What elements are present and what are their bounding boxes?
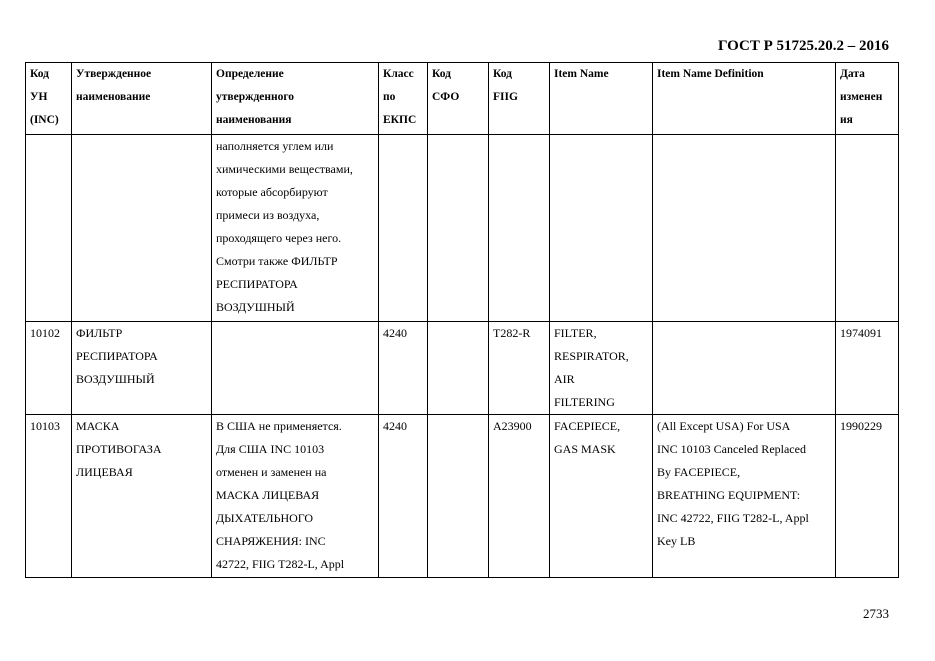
cell-sfo xyxy=(428,322,489,415)
header-fiig-code: Код FIIG xyxy=(489,63,550,135)
header-sfo-code: Код СФО xyxy=(428,63,489,135)
cell-date: 1974091 xyxy=(836,322,899,415)
cell-class: 4240 xyxy=(379,415,428,578)
cell-fiig xyxy=(489,135,550,322)
cell-fiig: A23900 xyxy=(489,415,550,578)
cell-item-definition xyxy=(653,322,836,415)
header-inc-code: Код УН (INC) xyxy=(26,63,72,135)
cell-class: 4240 xyxy=(379,322,428,415)
cell-date: 1990229 xyxy=(836,415,899,578)
cell-inc: 10102 xyxy=(26,322,72,415)
cell-approved-name: ФИЛЬТР РЕСПИРАТОРА ВОЗДУШНЫЙ xyxy=(72,322,212,415)
cell-sfo xyxy=(428,415,489,578)
cell-fiig: T282-R xyxy=(489,322,550,415)
page-number: 2733 xyxy=(863,606,889,621)
cell-date xyxy=(836,135,899,322)
cell-inc: 10103 xyxy=(26,415,72,578)
cell-sfo xyxy=(428,135,489,322)
cell-definition xyxy=(212,322,379,415)
cell-item-definition xyxy=(653,135,836,322)
cell-class xyxy=(379,135,428,322)
cell-item-name: FACEPIECE, GAS MASK xyxy=(550,415,653,578)
cell-inc xyxy=(26,135,72,322)
cell-approved-name xyxy=(72,135,212,322)
header-change-date: Дата изменен ия xyxy=(836,63,899,135)
table-header-row xyxy=(26,63,899,135)
cell-definition: наполняется углем или химическими веществами, которые абсорбируют примеси из воздуха, проходящего через него. Смотри также ФИЛЬТР РЕСПИРАТОРА ВОЗДУШНЫЙ xyxy=(212,135,379,322)
catalog-table xyxy=(25,62,899,578)
header-approved-name: Утвержденное наименование xyxy=(72,63,212,135)
cell-item-definition: (All Except USA) For USA INC 10103 Canceled Replaced By FACEPIECE, BREATHING EQUIPMENT: INC 42722, FIIG T282-L, Appl Key LB xyxy=(653,415,836,578)
table-row xyxy=(26,322,899,415)
standard-designation: ГОСТ Р 51725.20.2 – 2016 xyxy=(717,38,889,54)
header-ekps-class: Класс по ЕКПС xyxy=(379,63,428,135)
table-row xyxy=(26,135,899,322)
cell-item-name xyxy=(550,135,653,322)
header-item-name: Item Name xyxy=(550,63,653,135)
cell-definition: В США не применяется. Для США INC 10103 отменен и заменен на МАСКА ЛИЦЕВАЯ ДЫХАТЕЛЬНОГО СНАРЯЖЕНИЯ: INC 42722, FIIG T282-L, Appl xyxy=(212,415,379,578)
header-name-definition: Определение утвержденного наименования xyxy=(212,63,379,135)
cell-item-name: FILTER, RESPIRATOR, AIR FILTERING xyxy=(550,322,653,415)
cell-approved-name: МАСКА ПРОТИВОГАЗА ЛИЦЕВАЯ xyxy=(72,415,212,578)
header-item-name-definition: Item Name Definition xyxy=(653,63,836,135)
table-row xyxy=(26,415,899,578)
